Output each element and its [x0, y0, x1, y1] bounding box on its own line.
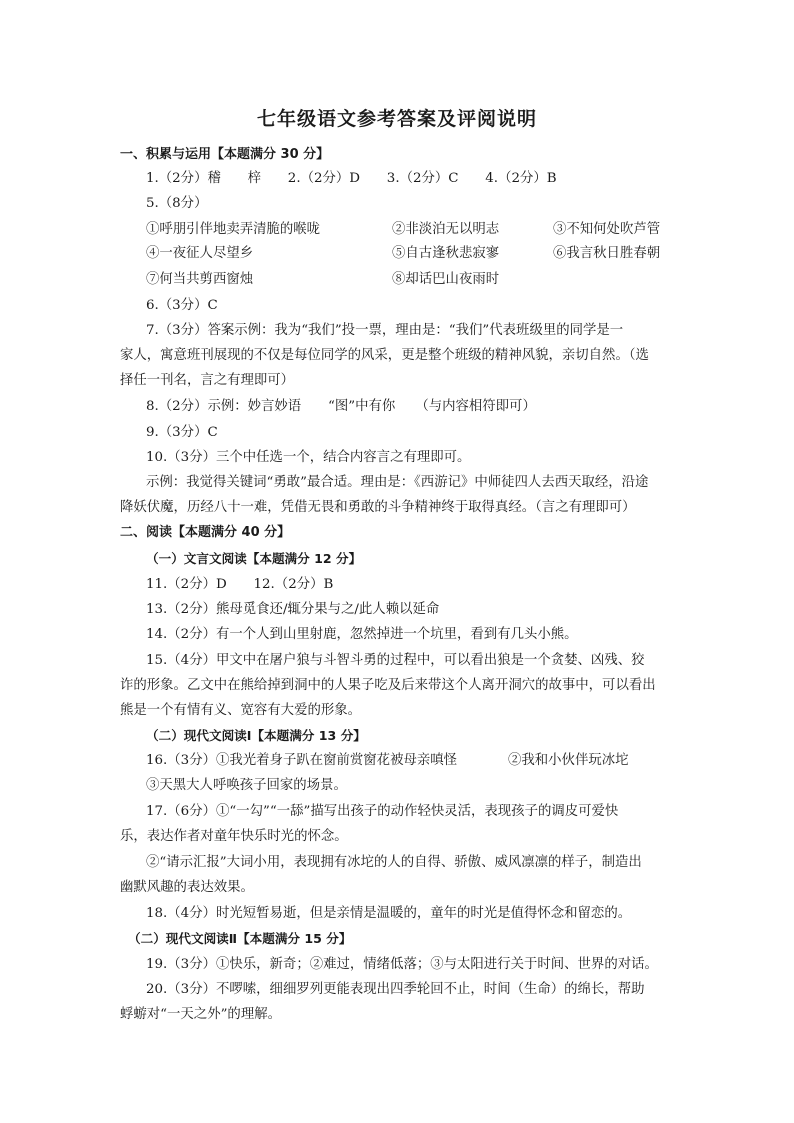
poem-line: ④一夜征人尽望乡 [146, 246, 254, 261]
answer-15-line: 15.（4分）甲文中在屠户狼与斗智斗勇的过程中，可以看出狼是一个贪婪、凶残、狡 [146, 653, 645, 668]
answer-17-line: 乐，表达作者对童年快乐时光的怀念。 [120, 829, 348, 844]
answer-15-line: 诈的形象。乙文中在熊给掉到洞中的人果子吃及后来带这个人离开洞穴的故事中，可以看出 [120, 678, 656, 693]
answer-8: 8.（2分）示例：妙言妙语 “图”中有你 （与内容相符即可） [146, 399, 536, 414]
answer-15-line: 熊是一个有情有义、宽容有大爱的形象。 [120, 703, 362, 718]
poem-line: ⑧却话巴山夜雨时 [392, 272, 500, 287]
subsection-modern-1: （二）现代文阅读Ⅰ【本题满分 13 分】 [146, 728, 366, 743]
answer-17-line: 幽默风趣的表达效果。 [120, 880, 254, 895]
page-title: 七年级语文参考答案及评阅说明 [256, 108, 537, 130]
answer-7-line: 7.（3分）答案示例：我为“我们”投一票，理由是：“我们”代表班级里的同学是一 [146, 323, 624, 338]
answer-20-line: 蜉蝣对“一天之外”的理解。 [120, 1007, 281, 1022]
answer-17-line: ②“请示汇报”大词小用，表现拥有冰坨的人的自得、骄傲、威风凛凛的样子，制造出 [146, 855, 642, 870]
answer-17-line: 17.（6分）①“一勾”“一舔”描写出孩子的动作轻快灵活，表现孩子的调皮可爱快 [146, 804, 619, 819]
answer-1-4: 1.（2分）稽 梓 2.（2分）D 3.（2分）C 4.（2分）B [146, 171, 557, 186]
answer-10-line: 10.（3分）三个中任选一个，结合内容言之有理即可。 [146, 450, 471, 465]
answer-16-part: ②我和小伙伴玩冰坨 [508, 753, 629, 768]
answer-10-line: 降妖伏魔，历经八十一难，凭借无畏和勇敢的斗争精神终于取得真经。（言之有理即可） [120, 500, 636, 515]
answer-19: 19.（3分）①快乐，新奇；②难过，情绪低落；③与太阳进行关于时间、世界的对话。 [146, 957, 658, 972]
poem-line: ⑦何当共剪西窗烛 [146, 272, 254, 287]
subsection-classical: （一）文言文阅读【本题满分 12 分】 [146, 551, 362, 566]
answer-6: 6.（3分）C [146, 298, 218, 313]
answer-10-line: 示例：我觉得关键词“勇敢”最合适。理由是：《西游记》中师徒四人去西天取经，沿途 [146, 475, 649, 490]
section-1-heading: 一、积累与运用【本题满分 30 分】 [120, 147, 330, 162]
answer-13: 13.（2分）熊母觅食还/辄分果与之/此人赖以延命 [146, 602, 440, 617]
subsection-modern-2: （二）现代文阅读Ⅱ【本题满分 15 分】 [128, 931, 352, 946]
poem-line: ⑤自古逢秋悲寂寥 [392, 246, 500, 261]
answer-18: 18.（4分）时光短暂易逝，但是亲情是温暖的，童年的时光是值得怀念和留恋的。 [146, 906, 632, 921]
poem-line: ①呼朋引伴地卖弄清脆的喉咙 [146, 222, 321, 237]
answer-16-part: 16.（3分）①我光着身子趴在窗前赏窗花被母亲嗔怪 [146, 753, 458, 768]
answer-11-12: 11.（2分）D 12.（2分）B [146, 577, 334, 592]
answer-16-part: ③天黑大人呼唤孩子回家的场景。 [146, 778, 347, 793]
answer-20-line: 20.（3分）不啰嗦，细细罗列更能表现出四季轮回不止，时间（生命）的绵长，帮助 [146, 982, 645, 997]
answer-14: 14.（2分）有一个人到山里射鹿，忽然掉进一个坑里，看到有几头小熊。 [146, 627, 578, 642]
poem-line: ⑥我言秋日胜春朝 [553, 246, 661, 261]
section-2-heading: 二、阅读【本题满分 40 分】 [120, 525, 291, 540]
answer-7-line: 家人，寓意班刊展现的不仅是每位同学的风采，更是整个班级的精神风貌，亲切自然。（选 [120, 348, 649, 363]
poem-line: ②非淡泊无以明志 [392, 222, 500, 237]
poem-line: ③不知何处吹芦管 [553, 222, 661, 237]
answer-9: 9.（3分）C [146, 425, 218, 440]
answer-5-label: 5.（8分） [146, 196, 208, 211]
answer-7-line: 择任一刊名，言之有理即可） [120, 373, 295, 388]
